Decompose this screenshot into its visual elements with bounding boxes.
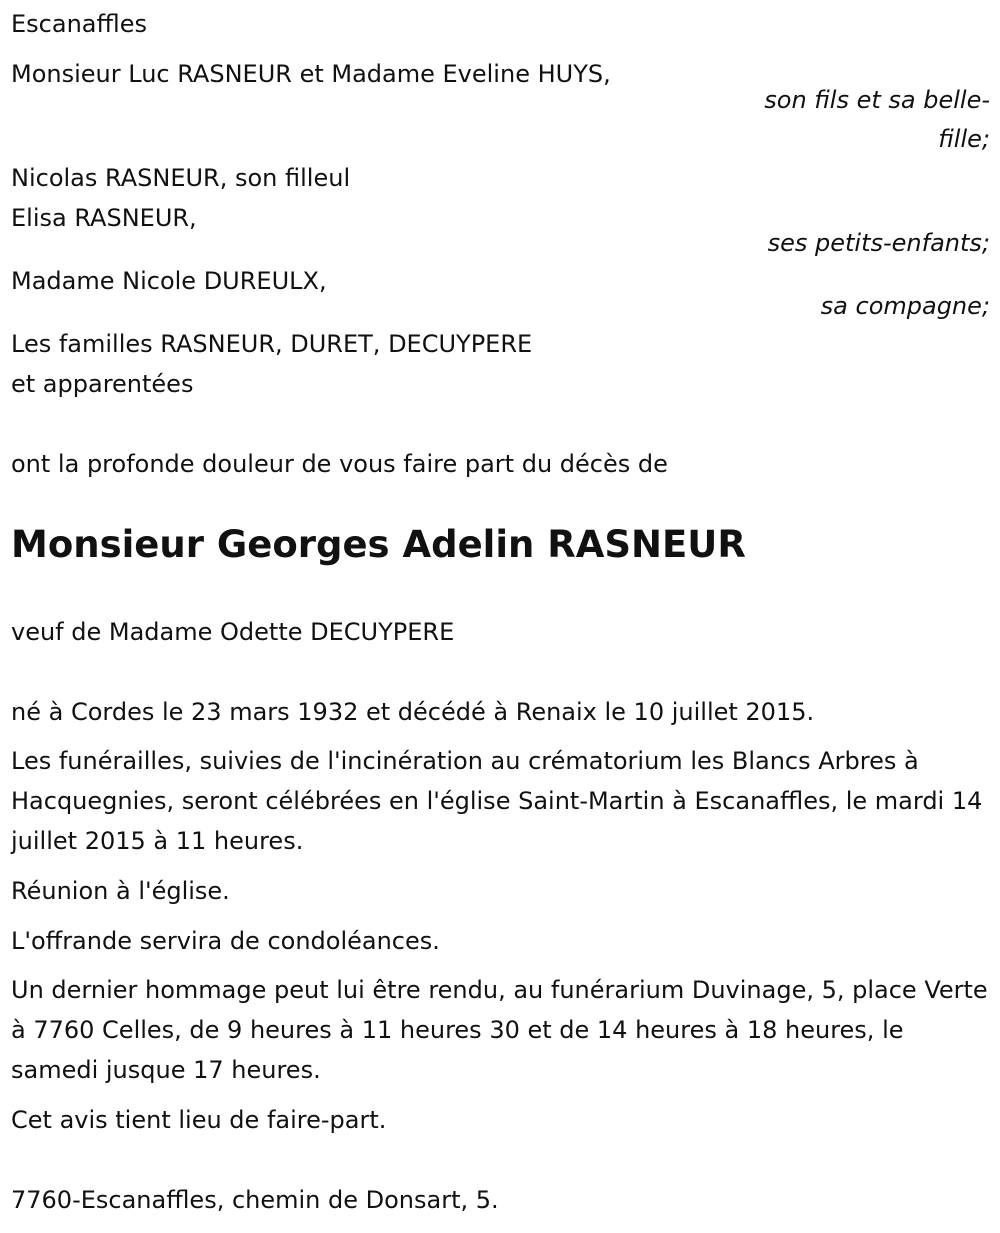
meeting-line: Réunion à l'église.: [11, 877, 230, 905]
companion-line: Madame Nicole DUREULX,: [11, 267, 327, 295]
home-address: 7760-Escanaffles, chemin de Donsart, 5.: [11, 1186, 499, 1214]
offering-line: L'offrande servira de condoléances.: [11, 927, 440, 955]
deceased-name: Monsieur Georges Adelin RASNEUR: [11, 523, 746, 566]
families-line-2: et apparentées: [11, 370, 194, 398]
son-relation-line-2: fille;: [938, 125, 990, 153]
grandchildren-relation: ses petits-enfants;: [767, 229, 990, 257]
tribute-details: Un dernier hommage peut lui être rendu, au funérarium Duvinage, 5, place Verte à 7760 Celles, de 9 heures à 11 heures 30 et de 14 heures à 18 heures, le samedi jusque 17 heures.: [11, 976, 988, 1084]
grandchild-line-1: Nicolas RASNEUR, son filleul: [11, 164, 351, 192]
companion-relation: sa compagne;: [820, 292, 990, 320]
families-line-1: Les familles RASNEUR, DURET, DECUYPERE: [11, 330, 533, 358]
son-relation-line-1: son fils et sa belle-: [764, 86, 990, 114]
birth-death-line: né à Cordes le 23 mars 1932 et décédé à Renaix le 10 juillet 2015.: [11, 698, 815, 726]
town-name: Escanaffles: [11, 10, 147, 38]
son-line: Monsieur Luc RASNEUR et Madame Eveline HUYS,: [11, 60, 611, 88]
grandchild-line-2: Elisa RASNEUR,: [11, 204, 197, 232]
notice-line: Cet avis tient lieu de faire-part.: [11, 1106, 387, 1134]
announcement-text: ont la profonde douleur de vous faire part du décès de: [11, 450, 668, 478]
spouse-line: veuf de Madame Odette DECUYPERE: [11, 618, 455, 646]
funeral-details: Les funérailles, suivies de l'incinération au crématorium les Blancs Arbres à Hacquegnies, seront célébrées en l'église Saint-Martin à Escanaffles, le mardi 14 juillet 2015 à 11 heures.: [11, 747, 983, 855]
